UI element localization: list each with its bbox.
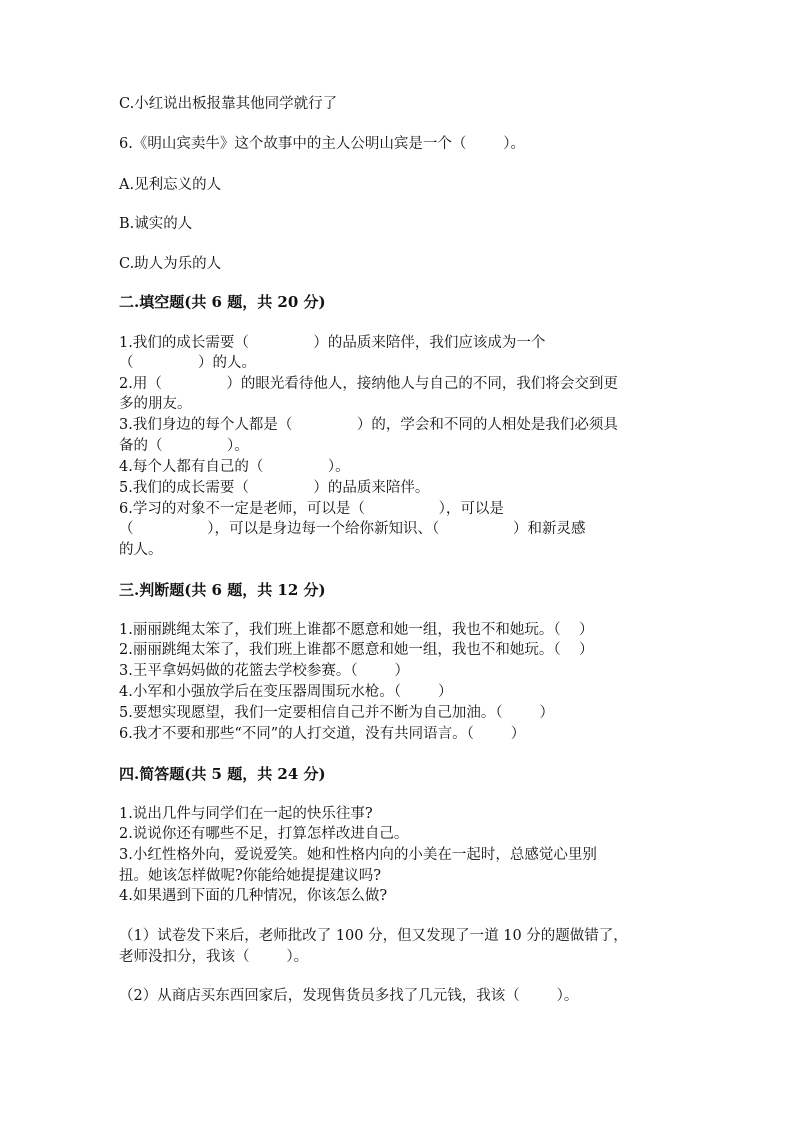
fill-blank-line: 的人。 [119,542,163,558]
section4-title: 四.简答题(共 5 题，共 24 分) [119,765,326,783]
fill-blank-line: （ ）的人。 [119,355,257,371]
judgment-line: 4.小军和小强放学后在变压器周围玩水枪。（ ） [119,684,453,700]
q6-option-a: A.见利忘义的人 [119,177,222,193]
fill-blank-line: 6.学习的对象不一定是老师，可以是（ ），可以是 [119,501,504,517]
fill-blank-line: 5.我们的成长需要（ ）的品质来陪伴。 [119,480,430,496]
sub-question-1-line: （1）试卷发下来后，老师批改了 100 分，但又发现了一道 10 分的题做错了， [119,928,628,944]
fill-blank-line: 4.每个人都有自己的（ ）。 [119,459,350,475]
judgment-line: 6.我才不要和那些“不同”的人打交道，没有共同语言。（ ） [119,726,526,742]
fill-blank-line: （ ），可以是身边每一个给你新知识、（ ）和新灵感 [119,521,586,537]
judgment-line: 3.王平拿妈妈做的花篮去学校参赛。（ ） [119,663,409,679]
sub-question-1-line: 老师没扣分，我该（ ）。 [119,949,309,965]
q6-option-b: B.诚实的人 [119,216,193,232]
short-answer-line: 扭。她该怎样做呢?你能给她提提建议吗? [119,868,382,884]
short-answer-line: 4.如果遇到下面的几种情况，你该怎么做? [119,888,388,904]
short-answer-line: 2.说说你还有哪些不足，打算怎样改进自己。 [119,826,409,842]
section2-title: 二.填空题(共 6 题，共 20 分) [119,293,326,311]
fill-blank-line: 多的朋友。 [119,396,192,412]
fill-blank-line: 2.用（ ）的眼光看待他人，接纳他人与自己的不同，我们将会交到更 [119,376,618,392]
sub-question-2: （2）从商店买东西回家后，发现售货员多找了几元钱，我该（ ）。 [119,988,579,1004]
short-answer-line: 3.小红性格外向，爱说爱笑。她和性格内向的小美在一起时，总感觉心里别 [119,847,597,863]
fill-blank-line: 备的（ ）。 [119,438,249,454]
fill-blank-line: 1.我们的成长需要（ ）的品质来陪伴，我们应该成为一个 [119,335,546,351]
short-answer-line: 1.说出几件与同学们在一起的快乐往事? [119,806,373,822]
judgment-line: 1.丽丽跳绳太笨了，我们班上谁都不愿意和她一组，我也不和她玩。（ ） [119,622,594,638]
judgment-line: 5.要想实现愿望，我们一定要相信自己并不断为自己加油。（ ） [119,705,554,721]
q6-stem: 6.《明山宾卖牛》这个故事中的主人公明山宾是一个（ ）。 [119,136,525,152]
fill-blank-line: 3.我们身边的每个人都是（ ）的，学会和不同的人相处是我们必须具 [119,417,618,433]
judgment-line: 2.丽丽跳绳太笨了，我们班上谁都不愿意和她一组，我也不和她玩。（ ） [119,642,594,658]
q6-option-c: C.助人为乐的人 [119,256,222,272]
q5-option-c: C.小红说出板报靠其他同学就行了 [119,96,338,112]
section3-title: 三.判断题(共 6 题，共 12 分) [119,581,326,599]
